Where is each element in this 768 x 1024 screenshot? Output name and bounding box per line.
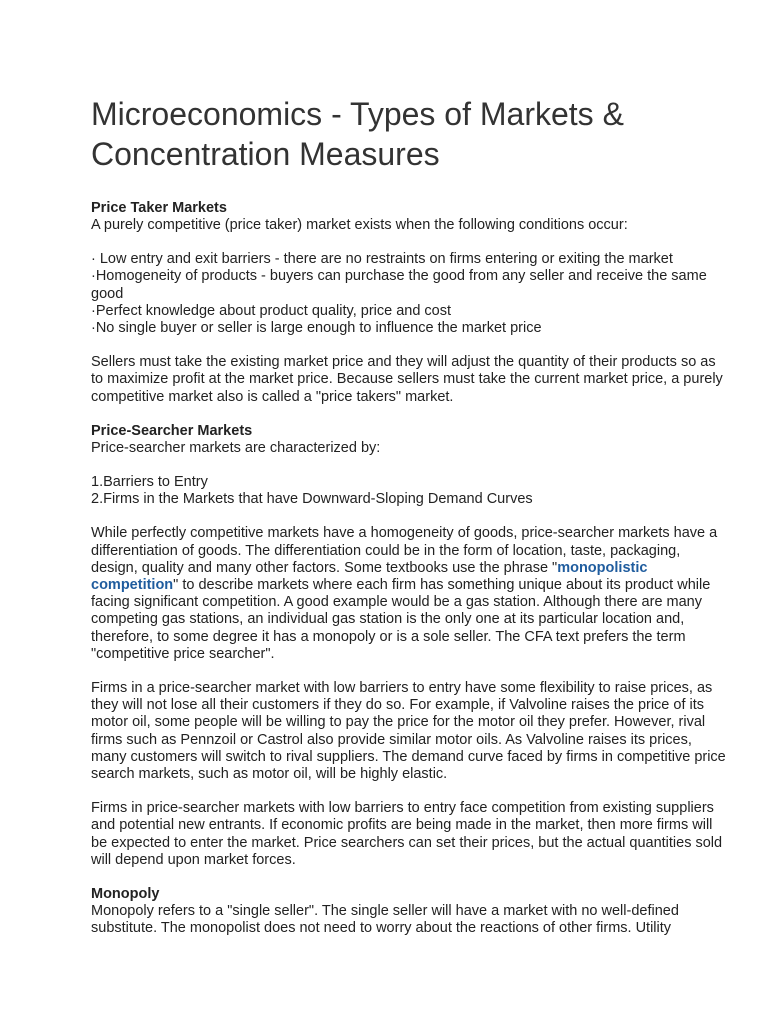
body-paragraph: Firms in price-searcher markets with low barriers to entry face competition from existing suppliers and potential new entrants. If economic profits are being made in the market, then more firms will be expected to enter the market. Price searchers can set their prices, but the actual quantities sold will depend upon market forces. bbox=[91, 800, 723, 868]
document-title: Microeconomics - Types of Markets & Concentration Measures bbox=[91, 96, 624, 172]
section-heading: Price-Searcher Markets bbox=[91, 422, 253, 439]
characteristics-list bbox=[91, 474, 728, 508]
section-price-searcher bbox=[91, 423, 728, 869]
list-item: 2.Firms in the Markets that have Downward-Sloping Demand Curves bbox=[91, 491, 533, 508]
list-item: · Low entry and exit barriers - there are no restraints on firms entering or exiting the market bbox=[91, 251, 673, 268]
paragraph-text: While perfectly competitive markets have a homogeneity of goods, price-searcher markets have a differentiation of goods. The differentiation could be in the form of location, taste, packaging, design, quality and many other factors. Some textbooks use the phrase " bbox=[91, 525, 718, 576]
paragraph-text: " to describe markets where each firm has something unique about its product while facing significant competition. A good example would be a gas station. Although there are many competing gas stations, an individual gas station is the only one at its particular location and, therefore, to some degree it has a monopoly or is a sole seller. The CFA text prefers the term "competitive price searcher". bbox=[91, 577, 711, 662]
conditions-list bbox=[91, 251, 728, 337]
list-item: 1.Barriers to Entry bbox=[91, 474, 208, 491]
section-heading: Monopoly bbox=[91, 886, 160, 903]
section-intro: A purely competitive (price taker) market exists when the following conditions occur: bbox=[91, 217, 628, 233]
spacer bbox=[91, 783, 728, 800]
spacer bbox=[91, 234, 728, 251]
section-price-taker bbox=[91, 200, 728, 406]
body-paragraph: Monopoly refers to a "single seller". The single seller will have a market with no well-defined substitute. The monopolist does not need to worry about the reactions of other firms. Utility bbox=[91, 903, 679, 937]
section-heading: Price Taker Markets bbox=[91, 200, 227, 216]
list-item: ·No single buyer or seller is large enough to influence the market price bbox=[91, 320, 542, 337]
spacer bbox=[91, 337, 728, 354]
body-paragraph bbox=[91, 525, 728, 663]
body-paragraph: Firms in a price-searcher market with low barriers to entry have some flexibility to raise prices, as they will not lose all their customers if they do so. For example, if Valvoline raises the price of its motor oil, some people will be willing to pay the price for the motor oil they prefer. However, rival firms such as Pennzoil or Castrol also provide similar motor oils. As Valvoline raises its prices, many customers will switch to rival suppliers. The demand curve faced by firms in competitive price search markets, such as motor oil, will be highly elastic. bbox=[91, 680, 726, 783]
list-item: ·Perfect knowledge about product quality, price and cost bbox=[91, 302, 452, 319]
section-intro: Price-searcher markets are characterized by: bbox=[91, 439, 381, 456]
section-monopoly bbox=[91, 886, 728, 937]
spacer bbox=[91, 508, 728, 525]
list-item: ·Homogeneity of products - buyers can purchase the good from any seller and receive the same good bbox=[91, 268, 707, 302]
body-paragraph: Sellers must take the existing market price and they will adjust the quantity of their products so as to maximize profit at the market price. Because sellers must take the current market price, a purely competitive market also is called a "price takers" market. bbox=[91, 354, 723, 405]
spacer bbox=[91, 663, 728, 680]
spacer bbox=[91, 457, 728, 474]
monopolistic-competition-link[interactable]: monopolistic competition bbox=[91, 559, 648, 594]
